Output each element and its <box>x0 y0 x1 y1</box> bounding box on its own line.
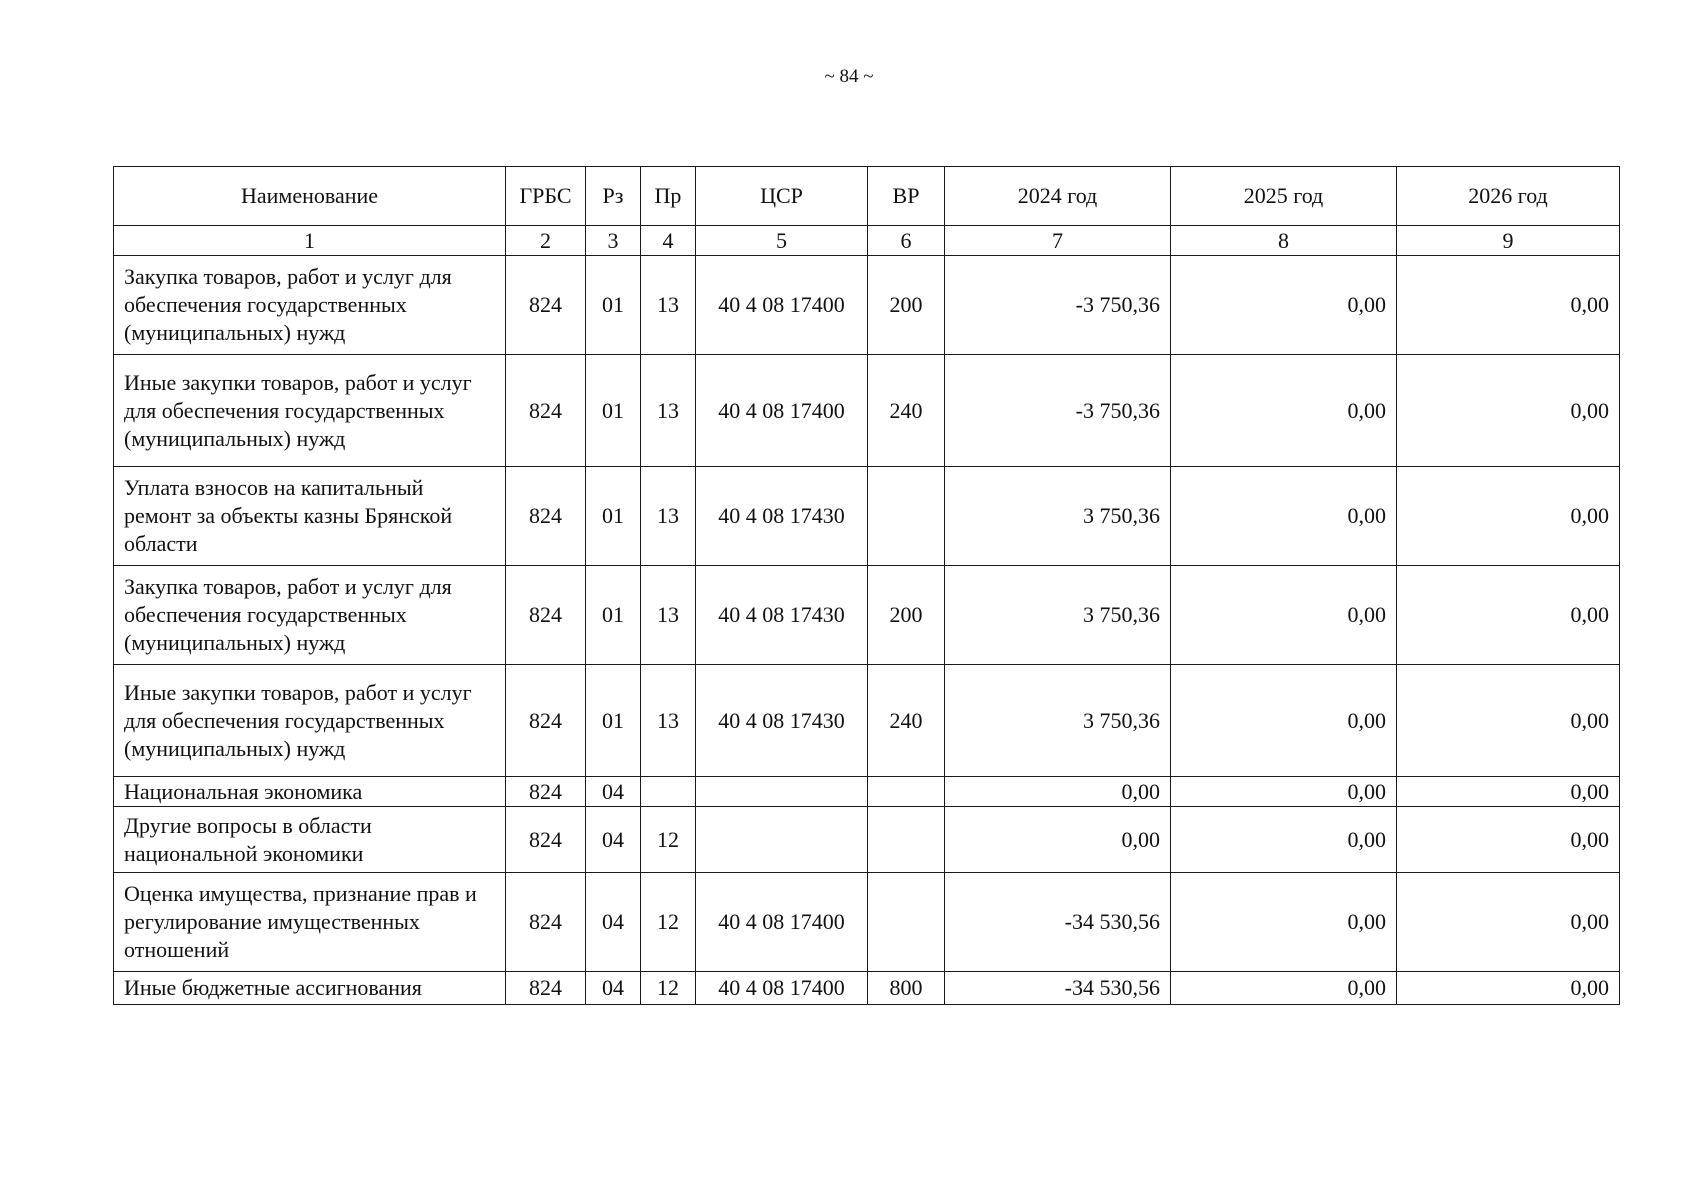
grbs-cell: 824 <box>506 972 586 1005</box>
column-number: 4 <box>641 226 696 256</box>
pr-cell: 12 <box>641 873 696 972</box>
amount-2024: -3 750,36 <box>945 256 1171 355</box>
vr-cell: 800 <box>868 972 945 1005</box>
column-header: 2026 год <box>1397 167 1620 226</box>
amount-2026: 0,00 <box>1397 665 1620 777</box>
rz-cell: 01 <box>586 256 641 355</box>
amount-2026: 0,00 <box>1397 256 1620 355</box>
column-header: ВР <box>868 167 945 226</box>
vr-cell <box>868 873 945 972</box>
rz-cell: 04 <box>586 807 641 873</box>
table-row <box>114 665 1620 777</box>
amount-2025: 0,00 <box>1171 873 1397 972</box>
row-name: Иные бюджетные ассигнования <box>114 972 506 1005</box>
amount-2025: 0,00 <box>1171 777 1397 807</box>
table-row <box>114 972 1620 1005</box>
amount-2025: 0,00 <box>1171 467 1397 566</box>
pr-cell <box>641 777 696 807</box>
amount-2024: 3 750,36 <box>945 566 1171 665</box>
amount-2024: -34 530,56 <box>945 972 1171 1005</box>
amount-2024: -34 530,56 <box>945 873 1171 972</box>
column-header: 2025 год <box>1171 167 1397 226</box>
pr-cell: 13 <box>641 256 696 355</box>
row-name: Закупка товаров, работ и услуг для обеспечения государственных (муниципальных) нужд <box>114 566 506 665</box>
amount-2026: 0,00 <box>1397 777 1620 807</box>
grbs-cell: 824 <box>506 467 586 566</box>
page-number: ~ 84 ~ <box>824 66 874 87</box>
column-number: 9 <box>1397 226 1620 256</box>
amount-2026: 0,00 <box>1397 355 1620 467</box>
pr-cell: 13 <box>641 467 696 566</box>
pr-cell: 13 <box>641 665 696 777</box>
table-row <box>114 467 1620 566</box>
table-row <box>114 355 1620 467</box>
csr-cell: 40 4 08 17400 <box>696 256 868 355</box>
budget-table <box>113 166 1620 1005</box>
column-number: 7 <box>945 226 1171 256</box>
vr-cell <box>868 777 945 807</box>
grbs-cell: 824 <box>506 566 586 665</box>
row-name: Оценка имущества, признание прав и регулирование имущественных отношений <box>114 873 506 972</box>
column-header: ГРБС <box>506 167 586 226</box>
column-number: 1 <box>114 226 506 256</box>
rz-cell: 01 <box>586 566 641 665</box>
amount-2024: 0,00 <box>945 807 1171 873</box>
grbs-cell: 824 <box>506 873 586 972</box>
table-row <box>114 807 1620 873</box>
row-name: Иные закупки товаров, работ и услуг для обеспечения государственных (муниципальных) нужд <box>114 355 506 467</box>
amount-2025: 0,00 <box>1171 256 1397 355</box>
table-row <box>114 566 1620 665</box>
column-number: 5 <box>696 226 868 256</box>
amount-2024: 3 750,36 <box>945 467 1171 566</box>
vr-cell: 240 <box>868 665 945 777</box>
rz-cell: 01 <box>586 355 641 467</box>
amount-2025: 0,00 <box>1171 807 1397 873</box>
vr-cell: 200 <box>868 256 945 355</box>
amount-2024: 3 750,36 <box>945 665 1171 777</box>
grbs-cell: 824 <box>506 355 586 467</box>
column-header: Наименование <box>114 167 506 226</box>
csr-cell: 40 4 08 17430 <box>696 665 868 777</box>
amount-2025: 0,00 <box>1171 665 1397 777</box>
vr-cell <box>868 807 945 873</box>
vr-cell: 240 <box>868 355 945 467</box>
rz-cell: 04 <box>586 972 641 1005</box>
table-row <box>114 777 1620 807</box>
amount-2025: 0,00 <box>1171 355 1397 467</box>
column-header: Рз <box>586 167 641 226</box>
pr-cell: 13 <box>641 566 696 665</box>
column-header: 2024 год <box>945 167 1171 226</box>
rz-cell: 04 <box>586 777 641 807</box>
amount-2024: 0,00 <box>945 777 1171 807</box>
column-header: ЦСР <box>696 167 868 226</box>
vr-cell: 200 <box>868 566 945 665</box>
table-row <box>114 873 1620 972</box>
amount-2025: 0,00 <box>1171 972 1397 1005</box>
csr-cell: 40 4 08 17400 <box>696 972 868 1005</box>
column-number: 6 <box>868 226 945 256</box>
row-name: Иные закупки товаров, работ и услуг для обеспечения государственных (муниципальных) нужд <box>114 665 506 777</box>
rz-cell: 04 <box>586 873 641 972</box>
rz-cell: 01 <box>586 467 641 566</box>
amount-2025: 0,00 <box>1171 566 1397 665</box>
vr-cell <box>868 467 945 566</box>
csr-cell: 40 4 08 17430 <box>696 566 868 665</box>
amount-2026: 0,00 <box>1397 972 1620 1005</box>
column-header: Пр <box>641 167 696 226</box>
grbs-cell: 824 <box>506 807 586 873</box>
csr-cell: 40 4 08 17430 <box>696 467 868 566</box>
row-name: Национальная экономика <box>114 777 506 807</box>
pr-cell: 13 <box>641 355 696 467</box>
table-row <box>114 256 1620 355</box>
amount-2026: 0,00 <box>1397 873 1620 972</box>
header-row <box>114 167 1620 226</box>
amount-2026: 0,00 <box>1397 807 1620 873</box>
amount-2026: 0,00 <box>1397 467 1620 566</box>
pr-cell: 12 <box>641 807 696 873</box>
row-name: Другие вопросы в области национальной экономики <box>114 807 506 873</box>
row-name: Уплата взносов на капитальный ремонт за объекты казны Брянской области <box>114 467 506 566</box>
grbs-cell: 824 <box>506 777 586 807</box>
column-number: 3 <box>586 226 641 256</box>
pr-cell: 12 <box>641 972 696 1005</box>
column-number: 8 <box>1171 226 1397 256</box>
column-number-row <box>114 226 1620 256</box>
csr-cell: 40 4 08 17400 <box>696 873 868 972</box>
rz-cell: 01 <box>586 665 641 777</box>
amount-2024: -3 750,36 <box>945 355 1171 467</box>
column-number: 2 <box>506 226 586 256</box>
csr-cell <box>696 807 868 873</box>
amount-2026: 0,00 <box>1397 566 1620 665</box>
csr-cell: 40 4 08 17400 <box>696 355 868 467</box>
grbs-cell: 824 <box>506 256 586 355</box>
csr-cell <box>696 777 868 807</box>
grbs-cell: 824 <box>506 665 586 777</box>
row-name: Закупка товаров, работ и услуг для обеспечения государственных (муниципальных) нужд <box>114 256 506 355</box>
